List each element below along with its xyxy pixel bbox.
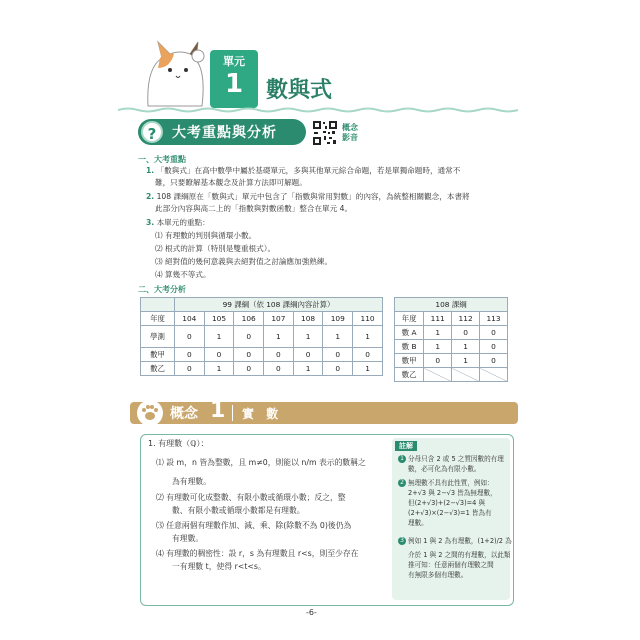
- item-line: 此部分內容與高二上的「指數與對數函數」整合在單元 4。: [155, 204, 353, 213]
- concept-banner: [130, 398, 518, 424]
- page-number: -6-: [306, 608, 317, 617]
- concept-divider: [232, 405, 233, 421]
- paw-icon: [136, 399, 164, 427]
- question-icon: ?: [141, 121, 163, 143]
- table-caption: 108 課綱: [395, 298, 508, 312]
- note-line: 介於 1 與 2 之間的有理數，以此類: [408, 551, 511, 559]
- header-divider: [118, 107, 522, 113]
- qr-label-line2: 影音: [342, 133, 358, 142]
- table-row: 學測 0 1 0 1 1 1 1: [141, 326, 383, 348]
- unit-tag: [210, 50, 258, 108]
- item-line: 2. 108 課綱原在「數與式」單元中包含了「指數與常用對數」的內容，為統整相關觀念，本書將: [146, 192, 470, 201]
- box-line: 為有理數。: [172, 477, 211, 486]
- box-line: 有理數。: [172, 534, 204, 543]
- qr-label: [342, 123, 358, 143]
- year-label: 年度: [395, 312, 424, 326]
- unit-label: 單元: [223, 55, 245, 68]
- part2-heading: 二、大考分析: [138, 285, 186, 294]
- table-108: 108 課綱 年度 111 112 113 數 A 1 0 0 數 B 1 1 0 數甲 0 1 0 數乙: [394, 297, 508, 382]
- table-row: 數乙 0 1 0 0 1 0 1: [141, 362, 383, 376]
- table-caption: 99 課綱（依 108 課綱內容計算）: [175, 298, 383, 312]
- box-line: ⑶ 任意兩個有理數作加、減、乘、除(除數不為 0)後仍為: [156, 521, 352, 530]
- qr-label-line1: 概念: [342, 123, 358, 132]
- table-row: 數甲 0 0 0 0 0 0 0: [141, 348, 383, 362]
- note-line: 推可知：任意兩個有理數之間: [408, 561, 494, 569]
- point: ⑷ 算幾不等式。: [155, 270, 211, 279]
- chapter-title: 數與式: [266, 78, 333, 103]
- concept-label: 概念: [170, 406, 198, 422]
- part1-heading: 一、大考重點: [138, 155, 186, 164]
- box-line: 一有理數 t，使得 r<t<s。: [172, 562, 266, 571]
- section-header-analysis: [138, 119, 306, 145]
- box-line: ⑷ 有理數的稠密性：設 r，s 為有理數且 r<s，則至少存在: [156, 549, 359, 558]
- concept-number: 1: [210, 398, 226, 423]
- note-line: 2+√3 與 2−√3 皆為無理數，: [408, 489, 497, 497]
- cat-illustration: [140, 38, 206, 108]
- unit-number: 1: [224, 69, 244, 99]
- item-line: 難，只要瞭解基本觀念及計算方法即可解題。: [155, 178, 307, 187]
- note-line: 2 無理數不具有此性質，例如：: [398, 478, 494, 488]
- note-line: 有無限多個有理數。: [408, 571, 468, 579]
- box-line: 數、有限小數或循環小數都是有理數。: [172, 506, 305, 515]
- note-line: 1 分母只含 2 或 5 之質因數的有理: [398, 454, 504, 464]
- item-line: 1. 「數與式」在高中數學中屬於基礎單元，多與其他單元綜合命題，若是單獨命題時，通常不: [146, 166, 461, 175]
- note-line: 理數。: [408, 519, 428, 527]
- box-heading: 1. 有理數（ℚ）：: [148, 439, 209, 448]
- table-row: 數 A 1 0 0: [395, 326, 508, 340]
- table-row: 數甲 0 1 0: [395, 354, 508, 368]
- table-99: 99 課綱（依 108 課綱內容計算） 年度 104 105 106 107 108 109 110 學測 0 1 0 1 1 1 1 數甲 0 0 0 0 0 0 0 數乙 0 1 0 0 1 0 1: [140, 297, 383, 376]
- point: ⑶ 絕對值的幾何意義與去絕對值之討論應加強熟練。: [155, 257, 333, 266]
- qr-code-icon[interactable]: [312, 120, 338, 146]
- box-line: ⑵ 有理數可化成整數、有限小數或循環小數；反之，整: [156, 493, 346, 502]
- box-line: ⑴ 設 m，n 皆為整數，且 m≠0，則能以 n/m 表示的數稱之: [156, 458, 366, 467]
- section-title: 大考重點與分析: [172, 125, 277, 141]
- note-line: 3 例如 1 與 2 為有理數，(1+2)/2 為: [398, 536, 512, 546]
- point: ⑴ 有理數的判別與循環小數。: [155, 231, 257, 240]
- note-line: (2+√3)×(2−√3)=1 皆為有: [408, 509, 492, 517]
- note-line: 但(2+√3)+(2−√3)=4 與: [408, 499, 486, 507]
- note-line: 數，必可化為有限小數。: [408, 465, 481, 473]
- point: ⑵ 根式的計算（特別是雙重根式）。: [155, 244, 276, 253]
- year-label: 年度: [141, 312, 175, 326]
- concept-title: 實 數: [242, 407, 283, 421]
- side-note-tag: 註解: [395, 441, 417, 451]
- table-row: 數 B 1 1 0: [395, 340, 508, 354]
- item-line: 3. 本單元的重點：: [146, 218, 210, 227]
- table-row: 數乙: [395, 368, 508, 382]
